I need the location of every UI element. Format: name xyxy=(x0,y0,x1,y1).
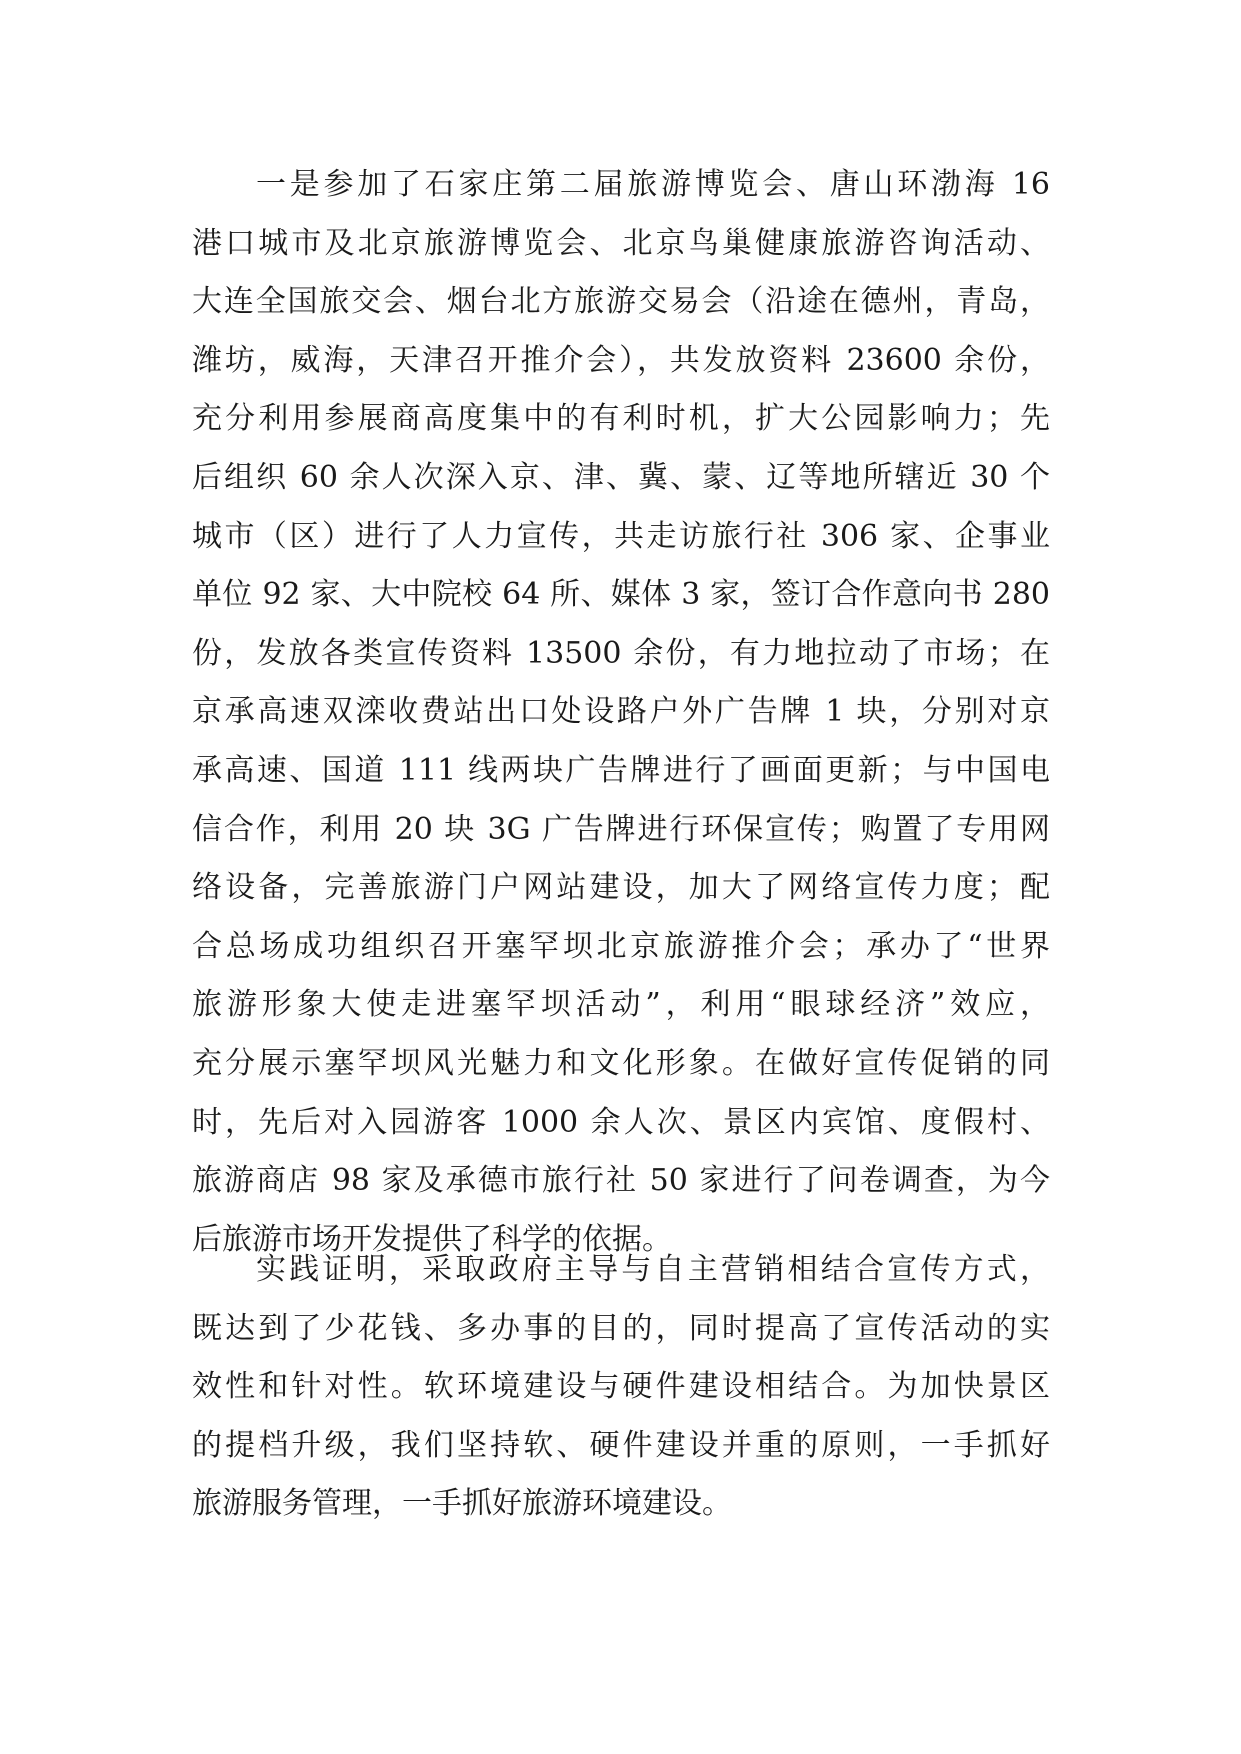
paragraph-1-line: 大连全国旅交会、烟台北方旅游交易会（沿途在德州，青岛， xyxy=(192,284,1050,320)
paragraph-2 xyxy=(192,1241,1050,1534)
paragraph-1-line: 潍坊，威海，天津召开推介会），共发放资料 23600 余份， xyxy=(192,342,1050,378)
paragraph-1-line: 络设备，完善旅游门户网站建设，加大了网络宣传力度；配 xyxy=(192,870,1050,906)
paragraph-2-line: 的提档升级，我们坚持软、硬件建设并重的原则，一手抓好 xyxy=(192,1427,1050,1463)
paragraph-1-line: 充分利用参展商高度集中的有利时机，扩大公园影响力；先 xyxy=(192,401,1050,437)
paragraph-1-line: 一是参加了石家庄第二届旅游博览会、唐山环渤海 16 xyxy=(256,167,1050,202)
paragraph-1-line: 合总场成功组织召开塞罕坝北京旅游推介会；承办了“世界 xyxy=(192,928,1050,964)
paragraph-1-line: 承高速、国道 111 线两块广告牌进行了画面更新；与中国电 xyxy=(192,752,1050,788)
paragraph-1 xyxy=(192,156,1050,1269)
paragraph-1-line: 充分展示塞罕坝风光魅力和文化形象。在做好宣传促销的同 xyxy=(192,1045,1050,1081)
paragraph-2-line: 旅游服务管理，一手抓好旅游环境建设。 xyxy=(192,1486,732,1522)
paragraph-1-line: 旅游商店 98 家及承德市旅行社 50 家进行了问卷调查，为今 xyxy=(192,1163,1050,1199)
paragraph-1-line: 京承高速双滦收费站出口处设路户外广告牌 1 块，分别对京 xyxy=(192,694,1050,730)
paragraph-1-line: 份，发放各类宣传资料 13500 余份，有力地拉动了市场；在 xyxy=(192,635,1050,671)
paragraph-2-line: 既达到了少花钱、多办事的目的，同时提高了宣传活动的实 xyxy=(192,1310,1050,1346)
paragraph-1-line: 城市（区）进行了人力宣传，共走访旅行社 306 家、企事业 xyxy=(192,518,1050,554)
paragraph-1-line: 单位 92 家、大中院校 64 所、媒体 3 家，签订合作意向书 280 xyxy=(192,577,1050,613)
paragraph-1-line: 旅游形象大使走进塞罕坝活动”，利用“眼球经济”效应， xyxy=(192,987,1050,1023)
paragraph-2-line: 实践证明，采取政府主导与自主营销相结合宣传方式， xyxy=(256,1252,1050,1287)
paragraph-1-line: 后组织 60 余人次深入京、津、冀、蒙、辽等地所辖近 30 个 xyxy=(192,459,1050,495)
paragraph-1-line: 时，先后对入园游客 1000 余人次、景区内宾馆、度假村、 xyxy=(192,1104,1050,1140)
paragraph-1-line: 后旅游市场开发提供了科学的依据。 xyxy=(192,1221,672,1257)
paragraph-1-line: 信合作，利用 20 块 3G 广告牌进行环保宣传；购置了专用网 xyxy=(192,811,1050,847)
paragraph-2-line: 效性和针对性。软环境建设与硬件建设相结合。为加快景区 xyxy=(192,1369,1050,1405)
paragraph-1-line: 港口城市及北京旅游博览会、北京鸟巢健康旅游咨询活动、 xyxy=(192,225,1050,261)
